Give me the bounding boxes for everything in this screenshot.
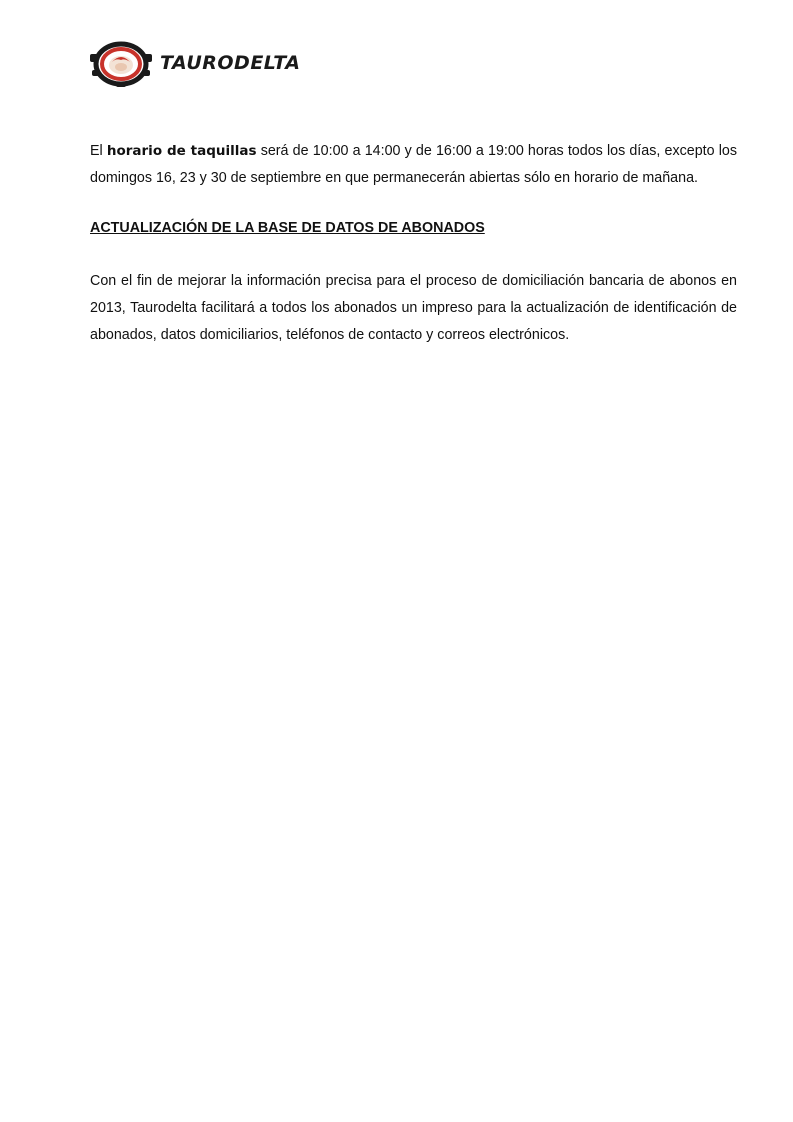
box-office-hours-paragraph: [90, 138, 737, 192]
section-heading: ACTUALIZACIÓN DE LA BASE DE DATOS DE ABONADOS: [90, 220, 485, 236]
bull-ring-emblem-icon: [88, 40, 154, 88]
paragraph-rest: será de 10:00 a 14:00 y de 16:00 a 19:00 horas todos los días, excepto los domingos 16, 23 y 30 de septiembre en que permanecerán abiertas sólo en horario de mañana.: [90, 143, 737, 186]
company-logo: [88, 40, 301, 88]
paragraph-intro: El: [90, 143, 103, 159]
logo-wordmark: TAURODELTA: [160, 52, 301, 74]
subscribers-update-paragraph: Con el fin de mejorar la información precisa para el proceso de domiciliación bancaria de abonos en 2013, Taurodelta facilitará a todos los abonados un impreso para la actualización de identificación de abonados, datos domiciliarios, teléfonos de contacto y correos electrónicos.: [90, 273, 737, 343]
bold-phrase: horario de taquillas: [106, 143, 257, 159]
document-body: [90, 138, 737, 349]
